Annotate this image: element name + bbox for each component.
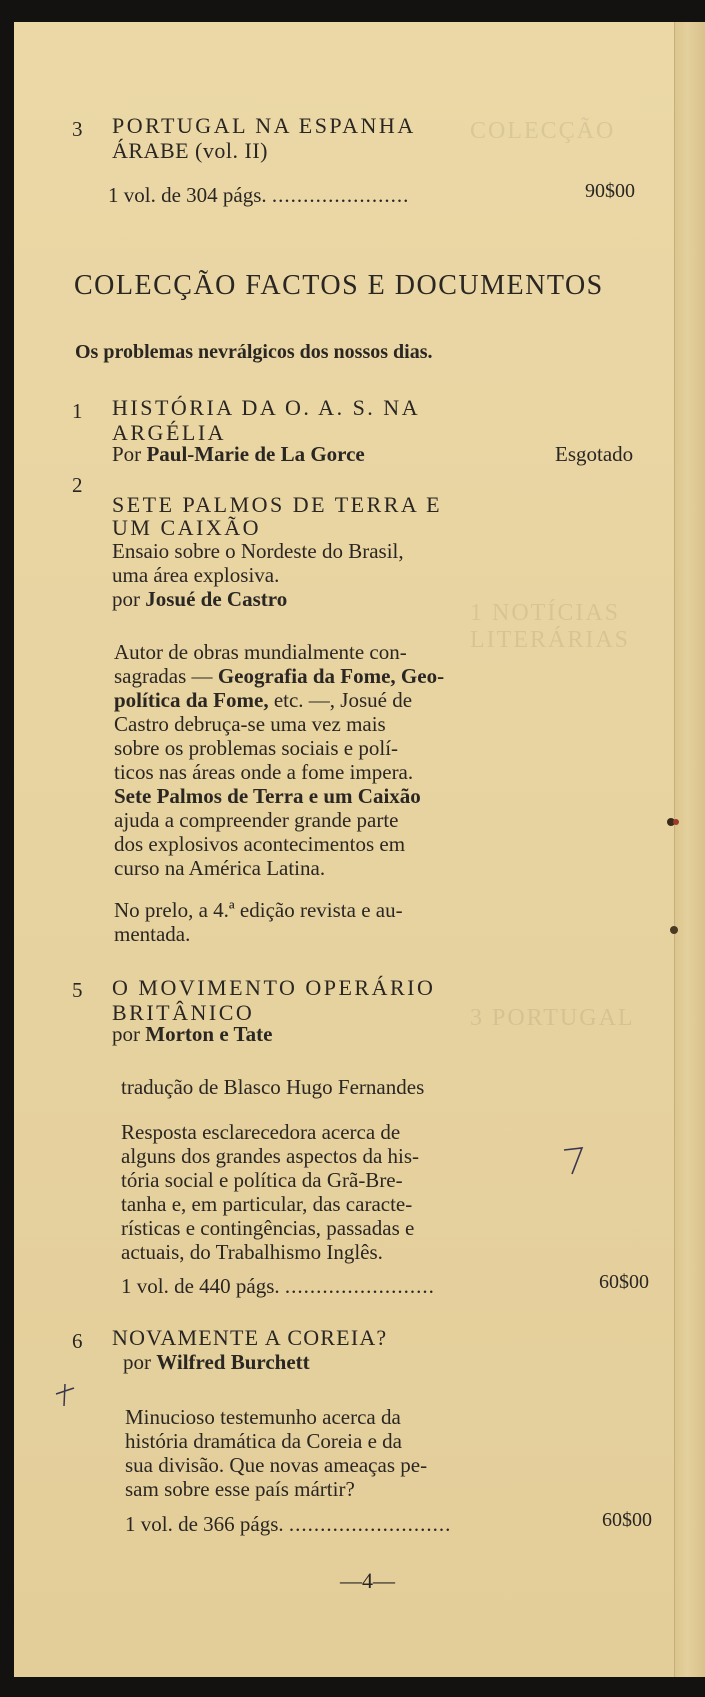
desc-line: tória social e política da Grã-Bre-: [121, 1168, 403, 1192]
author-name: Josué de Castro: [145, 587, 288, 611]
item-title-line1: O MOVIMENTO OPERÁRIO: [112, 975, 436, 1000]
author-prefix: por: [112, 587, 140, 611]
desc-line: Castro debruça-se uma vez mais: [114, 712, 386, 736]
item-note-line1: No prelo, a 4.ª edição revista e au-: [114, 898, 403, 922]
vol-info: [125, 1512, 451, 1536]
bleed-through-text: 1 NOTÍCIAS LITERÁRIAS: [470, 600, 630, 653]
author-prefix: por: [123, 1350, 151, 1374]
item-subtitle-line2: uma área explosiva.: [112, 563, 280, 587]
leader-dots: ......................: [271, 183, 410, 207]
item-number: 2: [72, 473, 83, 497]
item-title-line2: UM CAIXÃO: [112, 515, 261, 540]
leader-dots: ..........................: [288, 1512, 452, 1536]
paper-blemish: [665, 810, 681, 834]
desc-line: história dramática da Coreia e da: [125, 1429, 402, 1453]
author-prefix: Por: [112, 442, 142, 466]
author-name: Paul-Marie de La Gorce: [146, 442, 365, 466]
paper-blemish: [666, 920, 682, 940]
vol-text: 1 vol. de 304 págs.: [108, 183, 267, 207]
status-label: Esgotado: [555, 442, 634, 466]
item-title-line1: PORTUGAL NA ESPANHA: [112, 113, 416, 138]
bleed-through-text: 3 PORTUGAL: [470, 1005, 635, 1031]
collection-heading: COLECÇÃO FACTOS E DOCUMENTOS: [74, 270, 604, 301]
author-name: Wilfred Burchett: [156, 1350, 310, 1374]
desc-line: sagradas — Geografia da Fome, Geo-: [114, 664, 445, 688]
item-author: [112, 442, 365, 466]
desc-line: sobre os problemas sociais e polí-: [114, 736, 399, 760]
desc-line: rísticas e contingências, passadas e: [121, 1216, 415, 1240]
price: 60$00: [602, 1509, 652, 1531]
item-title-line2: ARGÉLIA: [112, 420, 227, 445]
item-subtitle-line1: Ensaio sobre o Nordeste do Brasil,: [112, 539, 404, 563]
vol-text: 1 vol. de 366 págs.: [125, 1512, 284, 1536]
desc-line: Sete Palmos de Terra e um Caixão: [114, 784, 421, 808]
item-author: [123, 1350, 310, 1374]
item-note-line2: mentada.: [114, 922, 191, 946]
page-number: —4—: [340, 1568, 395, 1593]
desc-line: tanha e, em particular, das caracte-: [121, 1192, 413, 1216]
item-description: [114, 640, 494, 880]
desc-line: alguns dos grandes aspectos da his-: [121, 1144, 420, 1168]
vol-text: 1 vol. de 440 págs.: [121, 1274, 280, 1298]
handwritten-mark: [52, 1380, 78, 1410]
item-description: [125, 1405, 505, 1501]
desc-line: política da Fome, etc. —, Josué de: [114, 688, 413, 712]
desc-line: sua divisão. Que novas ameaças pe-: [125, 1453, 428, 1477]
item-title-line2: ÁRABE (vol. II): [112, 138, 268, 163]
leader-dots: ........................: [284, 1274, 435, 1298]
desc-line: Resposta esclarecedora acerca de: [121, 1120, 401, 1144]
desc-line: Minucioso testemunho acerca da: [125, 1405, 401, 1429]
item-number: 1: [72, 399, 83, 423]
desc-line: dos explosivos acontecimentos em: [114, 832, 406, 856]
bleed-through-text: COLECÇÃO: [470, 118, 616, 144]
vol-info: [108, 183, 409, 207]
desc-line: Autor de obras mundialmente con-: [114, 640, 407, 664]
desc-line: actuais, do Trabalhismo Inglês.: [121, 1240, 383, 1264]
collection-subtitle: Os problemas nevrálgicos dos nossos dias.: [75, 341, 433, 363]
item-title-line1: SETE PALMOS DE TERRA E: [112, 492, 443, 517]
desc-line: ticos nas áreas onde a fome impera.: [114, 760, 414, 784]
item-author: [112, 1022, 272, 1046]
desc-line: curso na América Latina.: [114, 856, 326, 880]
price: 90$00: [585, 180, 635, 202]
item-number: 5: [72, 978, 83, 1002]
item-title-line1: HISTÓRIA DA O. A. S. NA: [112, 395, 421, 420]
author-name: Morton e Tate: [145, 1022, 273, 1046]
item-number: 3: [72, 117, 83, 141]
author-prefix: por: [112, 1022, 140, 1046]
translation-credit: tradução de Blasco Hugo Fernandes: [121, 1075, 425, 1099]
item-description: [121, 1120, 501, 1264]
desc-line: sam sobre esse país mártir?: [125, 1477, 355, 1501]
item-title: NOVAMENTE A COREIA?: [112, 1325, 388, 1350]
next-page-edge: [674, 22, 705, 1677]
item-title-line2: BRITÂNICO: [112, 1000, 255, 1025]
item-author: [112, 587, 287, 611]
item-number: 6: [72, 1329, 83, 1353]
price: 60$00: [599, 1271, 649, 1293]
handwritten-mark: [560, 1140, 590, 1180]
desc-line: ajuda a compreender grande parte: [114, 808, 399, 832]
vol-info: [121, 1274, 435, 1298]
